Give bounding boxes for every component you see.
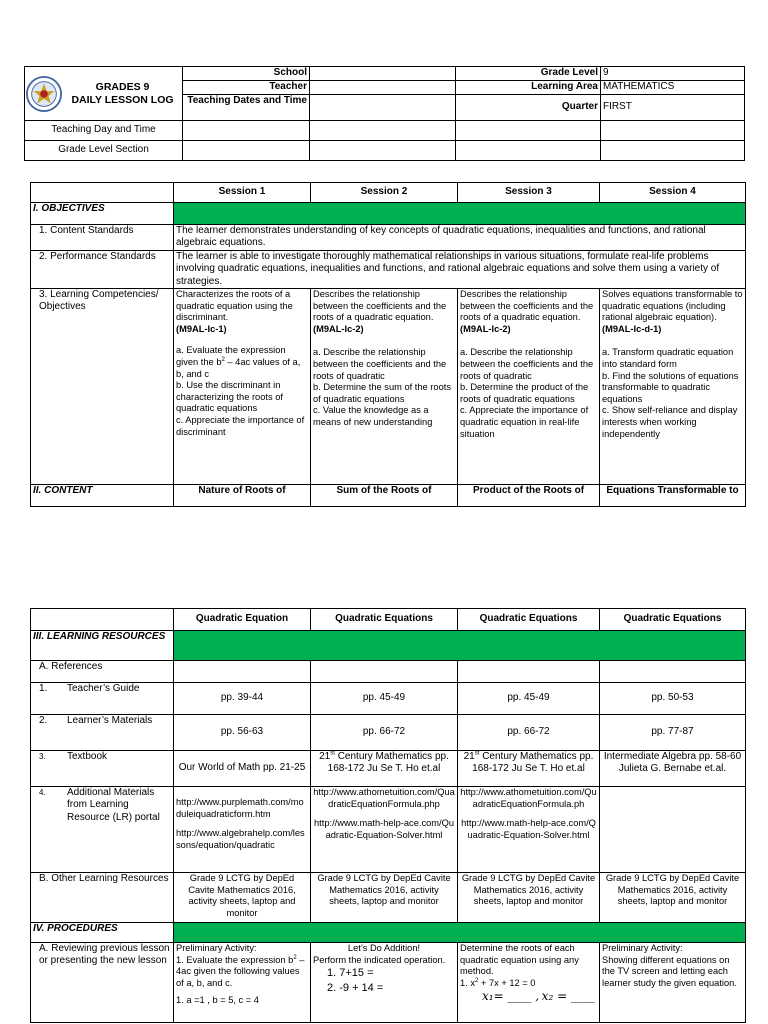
session-2-header: Session 2 bbox=[311, 183, 458, 203]
content-s4-bottom: Quadratic Equations bbox=[600, 609, 746, 631]
content-s1-top: Nature of Roots of bbox=[174, 485, 311, 507]
proc-s4 bbox=[600, 943, 746, 1023]
content-s3-top: Product of the Roots of bbox=[458, 485, 600, 507]
proc-s3-text: Determine the roots of each quadratic equation using any method. bbox=[460, 943, 579, 977]
proc-s4-title: Preliminary Activity: bbox=[602, 943, 683, 953]
teaching-dates-field[interactable] bbox=[310, 95, 456, 121]
proc-s3-roots bbox=[460, 991, 597, 1004]
lm-s4: pp. 77-87 bbox=[600, 715, 746, 751]
session-1-header: Session 1 bbox=[174, 183, 311, 203]
competencies-session-3 bbox=[458, 289, 600, 485]
resources-green-band bbox=[174, 631, 746, 661]
performance-standards-label: 2. Performance Standards bbox=[31, 250, 174, 288]
s4-obj-b: b. Find the solutions of equations transformable to quadratic equations bbox=[602, 370, 739, 404]
teaching-day-label: Teaching Day and Time bbox=[25, 121, 183, 141]
quarter-label: Quarter bbox=[456, 95, 601, 121]
objectives-table bbox=[30, 182, 746, 507]
content-standards-label: 1. Content Standards bbox=[31, 225, 174, 251]
objectives-heading: I. OBJECTIVES bbox=[31, 203, 174, 225]
s1-code: (M9AL-Ic-1) bbox=[176, 323, 227, 334]
lm-s2: pp. 66-72 bbox=[311, 715, 458, 751]
add-s2 bbox=[311, 787, 458, 873]
other-s1: Grade 9 LCTG by DepEd Cavite Mathematics 2016, activity sheets, laptop and monitor bbox=[174, 873, 311, 923]
grade-section-s3[interactable] bbox=[456, 141, 601, 161]
tb-s2: 21st Century Mathematics pp. 168-172 Ju Se T. Ho et.al bbox=[311, 751, 458, 787]
content-s4-top: Equations Transformable to bbox=[600, 485, 746, 507]
grade-section-s2[interactable] bbox=[310, 141, 456, 161]
tg-s3: pp. 45-49 bbox=[458, 683, 600, 715]
s4-code: (M9AL-Ic-d-1) bbox=[602, 323, 662, 334]
s3-obj-c: c. Appreciate the importance of quadratic equation in real-life situation bbox=[460, 405, 589, 439]
content-s3-bottom: Quadratic Equations bbox=[458, 609, 600, 631]
school-field[interactable] bbox=[310, 67, 456, 81]
tb-s1: Our World of Math pp. 21-25 bbox=[174, 751, 311, 787]
resources-table bbox=[30, 608, 746, 1023]
content-heading: II. CONTENT bbox=[31, 485, 174, 507]
s3-code: (M9AL-Ic-2) bbox=[460, 323, 511, 334]
lm-s3: pp. 66-72 bbox=[458, 715, 600, 751]
school-label: School bbox=[183, 67, 310, 81]
proc-s2-item-1: 1. 7+15 = bbox=[327, 967, 374, 980]
proc-s1-title: Preliminary Activity: bbox=[176, 943, 257, 953]
session-3-header: Session 3 bbox=[458, 183, 600, 203]
daily-lesson-log-title: DAILY LESSON LOG bbox=[71, 93, 174, 106]
competencies-label: 3. Learning Competencies/ Objectives bbox=[31, 289, 174, 485]
proc-s4-text: Showing different equations on the TV screen and letting each learner study the given equation. bbox=[602, 954, 737, 988]
grade-level-value[interactable]: 9 bbox=[601, 67, 745, 81]
header-title-cell bbox=[25, 67, 183, 121]
add-s3-link-1[interactable]: http://www.athometuition.com/QuadraticEquationFormula.ph bbox=[460, 787, 597, 809]
s2-obj-c: c. Value the knowledge as a means of new understanding bbox=[313, 405, 433, 427]
proc-s3 bbox=[458, 943, 600, 1023]
teacher-label: Teacher bbox=[183, 81, 310, 95]
lm-s1: pp. 56-63 bbox=[174, 715, 311, 751]
other-s3: Grade 9 LCTG by DepEd Cavite Mathematics 2016, activity sheets, laptop and monitor bbox=[458, 873, 600, 923]
grades-line: GRADES 9 bbox=[95, 80, 150, 93]
procedures-green-band bbox=[174, 923, 746, 943]
tg-s1: pp. 39-44 bbox=[174, 683, 311, 715]
add-s3 bbox=[458, 787, 600, 873]
proc-s2-item-2: 2. -9 + 14 = bbox=[327, 982, 384, 995]
s4-obj-c: c. Show self-reliance and display interests when working independently bbox=[602, 405, 738, 439]
s2-intro: Describes the relationship between the coefficients and the roots of a quadratic equation. (M9AL-Ic-2) bbox=[313, 289, 447, 334]
s3-obj-b: b. Determine the product of the roots of quadratic equations bbox=[460, 382, 589, 404]
learners-materials-label: 2. Learner’s Materials bbox=[31, 715, 174, 751]
s2-obj-a: a. Describe the relationship between the coefficients and the roots of quadratic bbox=[313, 347, 447, 381]
proc-s3-equation: 1. $x^2 + 7x + 12 = 0$ bbox=[460, 977, 536, 988]
teaching-day-s3[interactable] bbox=[456, 121, 601, 141]
other-resources-label: B. Other Learning Resources bbox=[31, 873, 174, 923]
add-s1-link-1[interactable]: http://www.purplemath.com/moduleiquadraticform.htm bbox=[176, 797, 304, 819]
add-s4 bbox=[600, 787, 746, 873]
s2-obj-b: b. Determine the sum of the roots of quadratic equations bbox=[313, 382, 451, 404]
proc-s2 bbox=[311, 943, 458, 1023]
s1-obj-b: b. Use the discriminant in characterizing the roots of quadratic equations bbox=[176, 380, 283, 414]
deped-seal-icon bbox=[25, 75, 63, 113]
s3-obj-a: a. Describe the relationship between the coefficients and the roots of quadratic bbox=[460, 347, 594, 381]
proc-s1-item: 1. a =1 , b = 5, c = 4 bbox=[176, 995, 259, 1006]
tb-s3: 21st Century Mathematics pp. 168-172 Ju Se T. Ho et.al bbox=[458, 751, 600, 787]
competencies-session-2 bbox=[311, 289, 458, 485]
competencies-session-1 bbox=[174, 289, 311, 485]
reviewing-label: A. Reviewing previous lesson or presenting the new lesson bbox=[31, 943, 174, 1023]
content-s1-bottom: Quadratic Equation bbox=[174, 609, 311, 631]
teaching-day-s2[interactable] bbox=[310, 121, 456, 141]
s4-obj-a: a. Transform quadratic equation into standard form bbox=[602, 347, 734, 369]
grade-section-s1[interactable] bbox=[183, 141, 310, 161]
objectives-green-band bbox=[174, 203, 746, 225]
additional-materials-label: 4. Additional Materials from Learning Resource (LR) portal bbox=[31, 787, 174, 873]
add-s2-link-1[interactable]: http://www.athometuition.com/QuadraticEquationFormula.php bbox=[313, 787, 455, 809]
other-s2: Grade 9 LCTG by DepEd Cavite Mathematics 2016, activity sheets, laptop and monitor bbox=[311, 873, 458, 923]
proc-s1-instruction: 1. Evaluate the expression $b^2 - 4ac$ given the following values of a, b, and c. bbox=[176, 954, 305, 988]
s2-code: (M9AL-Ic-2) bbox=[313, 323, 364, 334]
competencies-session-4 bbox=[600, 289, 746, 485]
add-s1-link-2[interactable]: http://www.algebrahelp.com/lessons/equation/quadratic bbox=[176, 828, 305, 850]
grade-level-label: Grade Level bbox=[456, 67, 601, 81]
s1-intro: Characterizes the roots of a quadratic equation using the discriminant. bbox=[176, 289, 293, 323]
s4-intro: Solves equations transformable to quadratic equations (including rational algebraic equation). (M9AL-Ic-d-1) bbox=[602, 289, 743, 334]
add-s3-link-2[interactable]: http://www.math-help-ace.com/Quadratic-Equation-Solver.html bbox=[461, 818, 596, 840]
tg-s2: pp. 45-49 bbox=[311, 683, 458, 715]
learning-area-label: Learning Area bbox=[456, 81, 601, 95]
teachers-guide-label: 1. Teacher’s Guide bbox=[31, 683, 174, 715]
add-s2-link-2[interactable]: http://www.math-help-ace.com/Quadratic-Equation-Solver.html bbox=[313, 818, 455, 840]
resources-heading: III. LEARNING RESOURCES bbox=[31, 631, 174, 661]
other-s4: Grade 9 LCTG by DepEd Cavite Mathematics 2016, activity sheets, laptop and monitor bbox=[600, 873, 746, 923]
performance-standards-text: The learner is able to investigate thoroughly mathematical relationships in various situations, formulate real-life problems involving quadratic equations, inequalities and functions, and rational algebraic equations and solve them using a variety of strategies. bbox=[174, 250, 746, 288]
teaching-dates-label: Teaching Dates and Time bbox=[183, 95, 310, 121]
teacher-field[interactable] bbox=[310, 81, 456, 95]
s1-obj-c: c. Appreciate the importance of discriminant bbox=[176, 414, 305, 437]
procedures-heading: IV. PROCEDURES bbox=[31, 923, 174, 943]
tb-s4: Intermediate Algebra pp. 58-60 Julieta G. Bernabe et.al. bbox=[600, 751, 746, 787]
tg-s4: pp. 50-53 bbox=[600, 683, 746, 715]
proc-s1 bbox=[174, 943, 311, 1023]
quarter-value[interactable]: FIRST bbox=[601, 95, 745, 121]
session-4-header: Session 4 bbox=[600, 183, 746, 203]
proc-s3-x2: x₂ = ____ bbox=[541, 989, 595, 1004]
proc-s2-text: Perform the indicated operation. bbox=[313, 954, 446, 965]
proc-s3-x1: x₁= ____ , bbox=[482, 989, 540, 1004]
grade-section-label: Grade Level Section bbox=[25, 141, 183, 161]
teaching-day-s1[interactable] bbox=[183, 121, 310, 141]
proc-s2-title: Let’s Do Addition! bbox=[347, 943, 421, 953]
learning-area-value[interactable]: MATHEMATICS bbox=[601, 81, 745, 95]
teaching-day-s4[interactable] bbox=[601, 121, 745, 141]
grade-section-s4[interactable] bbox=[601, 141, 745, 161]
content-s2-bottom: Quadratic Equations bbox=[311, 609, 458, 631]
add-s1 bbox=[174, 787, 311, 873]
header-table bbox=[24, 66, 745, 161]
s1-obj-a: a. Evaluate the expression given the $b^2 - 4ac$ values of a, b, and c bbox=[176, 345, 301, 379]
s3-intro: Describes the relationship between the coefficients and the roots of a quadratic equation. (M9AL-Ic-2) bbox=[460, 289, 594, 334]
content-s2-top: Sum of the Roots of bbox=[311, 485, 458, 507]
references-label: A. References bbox=[31, 661, 174, 683]
textbook-label: 3. Textbook bbox=[31, 751, 174, 787]
content-standards-text: The learner demonstrates understanding of key concepts of quadratic equations, inequalities and functions, and rational algebraic equations. bbox=[174, 225, 746, 251]
